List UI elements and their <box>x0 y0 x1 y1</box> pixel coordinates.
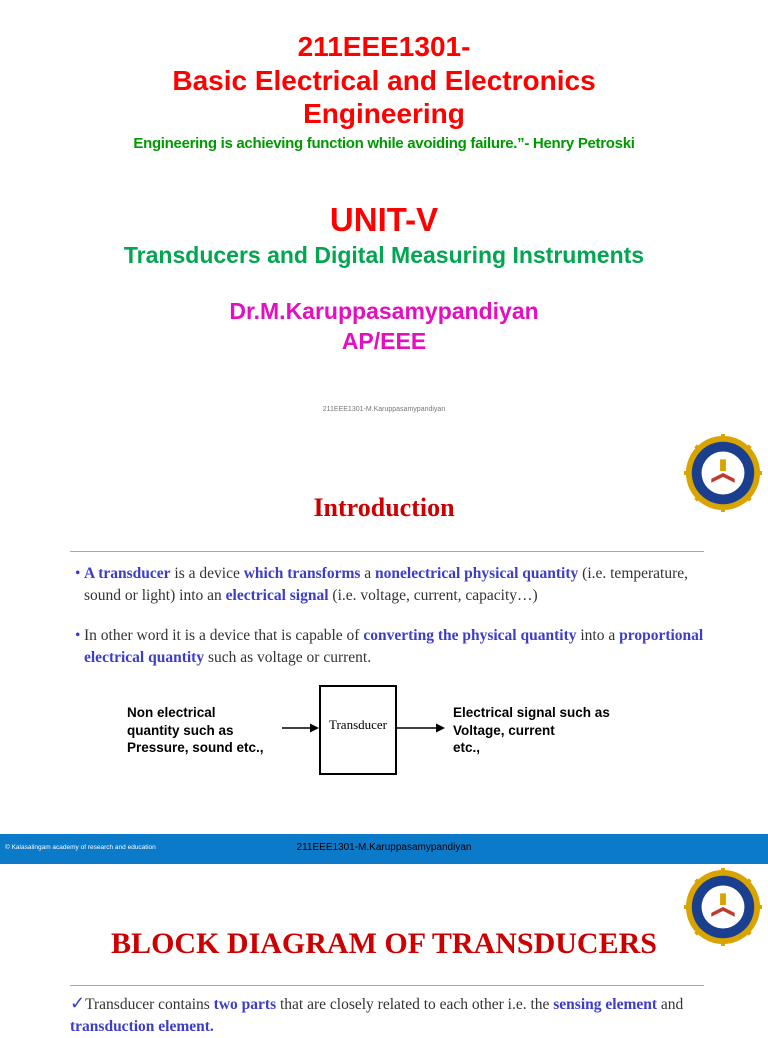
footer-bar <box>0 834 768 864</box>
input-line: Pressure, sound etc., <box>127 740 264 755</box>
parts-paragraph <box>70 992 730 1038</box>
text-span: such as voltage or current. <box>204 649 372 666</box>
emphasis-span: transduction element. <box>70 1018 214 1035</box>
footer-center-text: 211EEE1301-M.Karuppasamypandiyan <box>296 842 472 853</box>
slide-title: Introduction <box>313 493 455 522</box>
diagram-output-label <box>453 704 673 757</box>
quote: Engineering is achieving function while avoiding failure.”- Henry Petroski <box>133 135 635 152</box>
input-arrow-icon <box>282 722 320 734</box>
input-line: Non electrical <box>127 705 216 720</box>
title-slide <box>0 0 768 430</box>
copyright-text: © Kalasalingam academy of research and education <box>5 844 156 851</box>
text-span: a <box>360 565 376 582</box>
text-span: (i.e. voltage, current, capacity…) <box>328 587 538 604</box>
introduction-slide <box>0 430 768 864</box>
checkmark-icon: ✓ <box>70 993 86 1013</box>
input-line: quantity such as <box>127 722 234 738</box>
emphasis-span: electrical signal <box>225 587 329 604</box>
text-span: is a device <box>170 565 244 582</box>
output-line: etc., <box>453 740 481 755</box>
text-span: In other word it is a device that is capable of <box>84 627 364 644</box>
explanation-paragraph <box>75 625 704 669</box>
course-title-line2: Engineering <box>303 98 465 129</box>
divider <box>70 985 704 986</box>
output-arrow-icon <box>397 722 447 734</box>
emphasis-span: converting the physical quantity <box>363 627 577 644</box>
output-line: Voltage, current <box>453 722 555 738</box>
text-span: (i.e. temperature, sound or light) into an <box>84 565 689 604</box>
author-role: AP/EEE <box>341 328 427 354</box>
unit-title: Transducers and Digital Measuring Instruments <box>123 242 645 268</box>
divider <box>70 551 704 552</box>
slide-title: BLOCK DIAGRAM OF TRANSDUCERS <box>111 927 657 960</box>
bullet: • <box>75 627 81 644</box>
diagram-input-label <box>127 704 297 757</box>
emphasis-span: two parts <box>213 996 277 1013</box>
block-diagram-slide <box>0 864 768 1035</box>
transducer-block-label: Transducer <box>328 717 387 732</box>
text-span: and <box>657 996 684 1013</box>
emphasis-span: sensing element <box>553 996 658 1013</box>
slide-footer: 211EEE1301-M.Karuppasamypandiyan <box>322 406 446 413</box>
text-span: into a <box>576 627 620 644</box>
emphasis-span: which transforms <box>243 565 361 582</box>
unit-heading: UNIT-V <box>329 201 439 238</box>
emphasis-span: proportional electrical quantity <box>84 627 704 666</box>
term-transducer: A transducer <box>84 565 171 582</box>
author-name: Dr.M.Karuppasamypandiyan <box>229 298 539 324</box>
text-span: that are closely related to each other i.e. the <box>276 996 554 1013</box>
transducer-block <box>319 685 397 775</box>
course-title-line1: Basic Electrical and Electronics <box>172 65 596 96</box>
course-code: 211EEE1301- <box>297 31 471 62</box>
text-span: Transducer contains <box>85 996 214 1013</box>
bullet: • <box>75 565 81 582</box>
definition-paragraph <box>75 563 704 607</box>
emphasis-span: nonelectrical physical quantity <box>375 565 579 582</box>
output-line: Electrical signal such as <box>453 705 610 720</box>
